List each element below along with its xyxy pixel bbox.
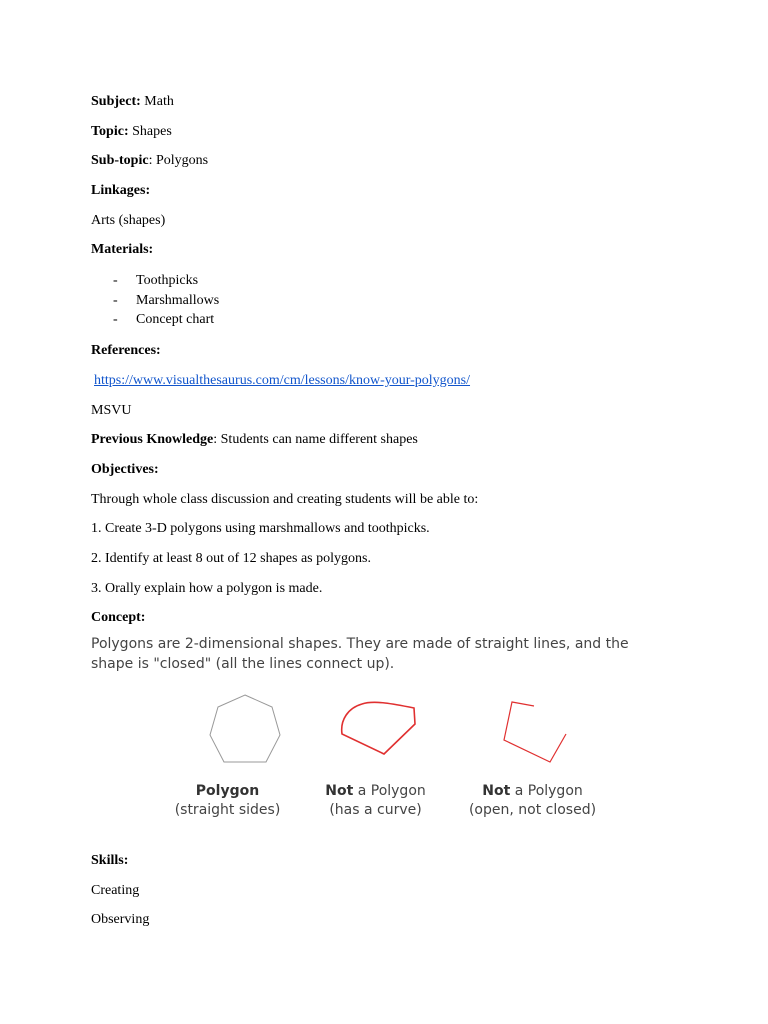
topic-label: Topic: [91,123,129,139]
materials-heading: Materials: [91,242,154,258]
curved-shape [334,696,424,776]
caption-title: Not a Polygon [482,783,583,799]
reference-link-line [91,372,691,389]
caption-polygon [160,782,295,820]
objectives-intro: Through whole class discussion and creating students will be able to: [91,491,479,507]
references-heading: References: [91,343,161,359]
list-item: - Marshmallows [113,292,220,308]
objective-item: 3. Orally explain how a polygon is made. [91,580,323,596]
caption-open [460,782,605,820]
skill-item: Creating [91,882,140,898]
objective-item: 1. Create 3-D polygons using marshmallows and toothpicks. [91,521,430,537]
subtopic-value: : Polygons [148,153,209,169]
curved-outline [342,702,415,754]
reference-other: MSVU [91,402,132,418]
subject-value: Math [140,94,174,109]
objective-item: 2. Identify at least 8 out of 12 shapes as polygons. [91,550,371,566]
caption-title: Polygon [195,783,260,799]
material-item: Toothpicks [136,273,199,289]
open-shape [496,696,576,776]
subject-label: Subject: [91,94,141,109]
concept-text [91,634,691,674]
prior-knowledge-label: Previous Knowledge [91,432,214,448]
topic-value: Shapes [128,123,172,139]
reference-link[interactable]: https://www.visualthesaurus.com/cm/lessons/know-your-polygons/ [94,372,471,388]
linkages-value: Arts (shapes) [91,212,166,228]
list-item: - Toothpicks [113,273,199,289]
caption-curve [308,782,443,820]
caption-title: Not a Polygon [325,783,426,799]
list-item: - Concept chart [113,312,215,328]
polygon-figure [160,688,620,828]
polygon-outline [210,695,280,762]
concept-line: shape is "closed" (all the lines connect up). [91,656,395,672]
materials-list [91,271,691,330]
caption-sub: (straight sides) [174,802,281,818]
heptagon-shape [200,690,290,774]
prior-knowledge-line [91,431,691,448]
objectives-heading: Objectives: [91,461,159,477]
skill-item: Observing [91,912,150,928]
material-item: Concept chart [136,312,215,328]
skills-section [91,852,149,941]
linkages-heading: Linkages: [91,183,151,199]
open-outline [504,702,566,762]
topic-line [91,123,691,140]
prior-knowledge-value: : Students can name different shapes [213,432,418,448]
subtopic-line [91,152,691,169]
subtopic-label: Sub-topic [91,153,149,169]
lesson-plan [91,93,691,639]
caption-sub: (has a curve) [329,802,422,818]
subject-line [91,93,691,110]
caption-sub: (open, not closed) [468,802,597,818]
concept-heading: Concept: [91,610,146,626]
skills-heading: Skills: [91,853,129,868]
concept-line: Polygons are 2-dimensional shapes. They are made of straight lines, and the [91,636,629,652]
material-item: Marshmallows [136,292,220,308]
